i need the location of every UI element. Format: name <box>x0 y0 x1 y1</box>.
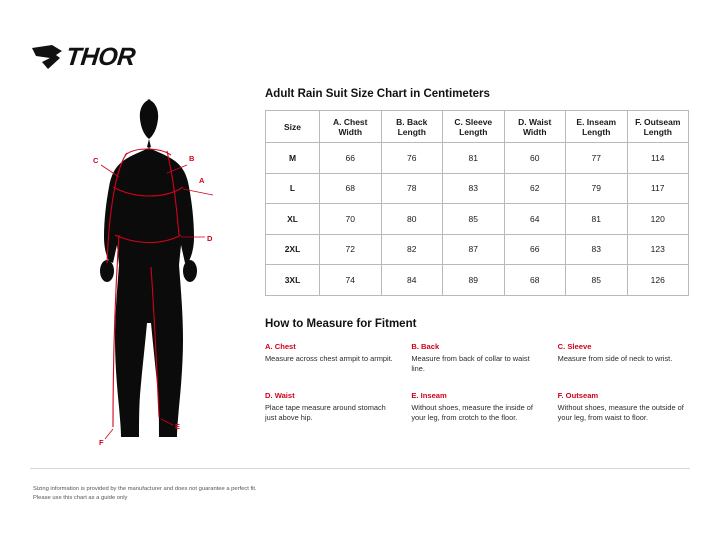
fitment-body: Measure from side of neck to wrist. <box>557 353 673 363</box>
cell-outseam: 123 <box>627 234 689 265</box>
fitment-list <box>265 342 690 424</box>
chart-title: Adult Rain Suit Size Chart in Centimeters <box>265 88 490 100</box>
column-header-size: Size <box>266 111 320 143</box>
cell-back: 82 <box>381 234 443 265</box>
cell-waist: 62 <box>504 173 566 204</box>
cell-size: M <box>266 143 320 174</box>
fitment-item-waist <box>265 391 395 424</box>
table-header-row <box>266 111 689 143</box>
cell-waist: 68 <box>504 265 566 296</box>
fitment-body: Measure from back of collar to waist line. <box>411 353 530 373</box>
cell-outseam: 117 <box>627 173 689 204</box>
cell-waist: 60 <box>504 143 566 174</box>
fitment-head: A. Chest <box>265 341 296 351</box>
body-figure-illustration <box>55 95 245 445</box>
table-row <box>266 204 689 235</box>
fitment-item-back <box>411 342 541 375</box>
footer-line-2: Please use this chart as a guide only <box>33 494 128 501</box>
cell-outseam: 126 <box>627 265 689 296</box>
column-header-chest: A. Chest Width <box>320 111 382 143</box>
figure-label-b: B <box>189 154 195 163</box>
table-row <box>266 234 689 265</box>
cell-inseam: 85 <box>566 265 628 296</box>
cell-sleeve: 89 <box>443 265 505 296</box>
cell-inseam: 77 <box>566 143 628 174</box>
cell-size: XL <box>266 204 320 235</box>
column-header-inseam: E. Inseam Length <box>566 111 628 143</box>
fitment-body: Without shoes, measure the outside of your leg, from waist to floor. <box>557 402 684 422</box>
table-row <box>266 143 689 174</box>
cell-waist: 64 <box>504 204 566 235</box>
cell-sleeve: 81 <box>443 143 505 174</box>
fitment-body: Place tape measure around stomach just above hip. <box>265 402 386 422</box>
cell-sleeve: 87 <box>443 234 505 265</box>
cell-sleeve: 85 <box>443 204 505 235</box>
figure-label-d: D <box>207 234 213 243</box>
cell-waist: 66 <box>504 234 566 265</box>
fitment-item-outseam <box>558 391 688 424</box>
cell-size: 3XL <box>266 265 320 296</box>
cell-back: 80 <box>381 204 443 235</box>
figure-label-f: F <box>99 438 104 445</box>
brand-name: THOR <box>64 42 137 71</box>
column-header-sleeve: C. Sleeve Length <box>443 111 505 143</box>
figure-label-a: A <box>199 176 205 185</box>
cell-back: 84 <box>381 265 443 296</box>
fitment-item-sleeve <box>558 342 688 375</box>
cell-chest: 68 <box>320 173 382 204</box>
chart-content <box>265 88 690 424</box>
fitment-head: F. Outseam <box>557 390 599 400</box>
footer-line-1: Sizing information is provided by the manufacturer and does not guarantee a perfect fit. <box>33 486 257 492</box>
footer-disclaimer <box>33 485 453 502</box>
footer-divider <box>30 468 690 469</box>
fitment-body: Without shoes, measure the inside of your leg, from crotch to the floor. <box>411 402 533 422</box>
fitment-head: D. Waist <box>265 390 295 400</box>
cell-inseam: 83 <box>566 234 628 265</box>
cell-size: L <box>266 173 320 204</box>
cell-outseam: 120 <box>627 204 689 235</box>
cell-chest: 72 <box>320 234 382 265</box>
thor-helmet-icon <box>30 42 64 72</box>
fitment-head: C. Sleeve <box>557 341 592 351</box>
cell-sleeve: 83 <box>443 173 505 204</box>
brand-logo <box>30 40 150 74</box>
cell-back: 78 <box>381 173 443 204</box>
fitment-item-chest <box>265 342 395 375</box>
cell-size: 2XL <box>266 234 320 265</box>
cell-inseam: 81 <box>566 204 628 235</box>
cell-back: 76 <box>381 143 443 174</box>
table-row <box>266 173 689 204</box>
column-header-back: B. Back Length <box>381 111 443 143</box>
fitment-item-inseam <box>411 391 541 424</box>
column-header-outseam: F. Outseam Length <box>627 111 689 143</box>
fitment-head: B. Back <box>411 341 440 351</box>
cell-chest: 66 <box>320 143 382 174</box>
figure-label-c: C <box>93 156 99 165</box>
cell-inseam: 79 <box>566 173 628 204</box>
cell-outseam: 114 <box>627 143 689 174</box>
table-row <box>266 265 689 296</box>
fitment-head: E. Inseam <box>411 390 447 400</box>
size-chart-table <box>265 110 689 296</box>
column-header-waist: D. Waist Width <box>504 111 566 143</box>
cell-chest: 74 <box>320 265 382 296</box>
cell-chest: 70 <box>320 204 382 235</box>
figure-label-e: E <box>175 422 181 431</box>
fitment-body: Measure across chest armpit to armpit. <box>265 353 393 363</box>
fitment-title: How to Measure for Fitment <box>265 317 417 330</box>
